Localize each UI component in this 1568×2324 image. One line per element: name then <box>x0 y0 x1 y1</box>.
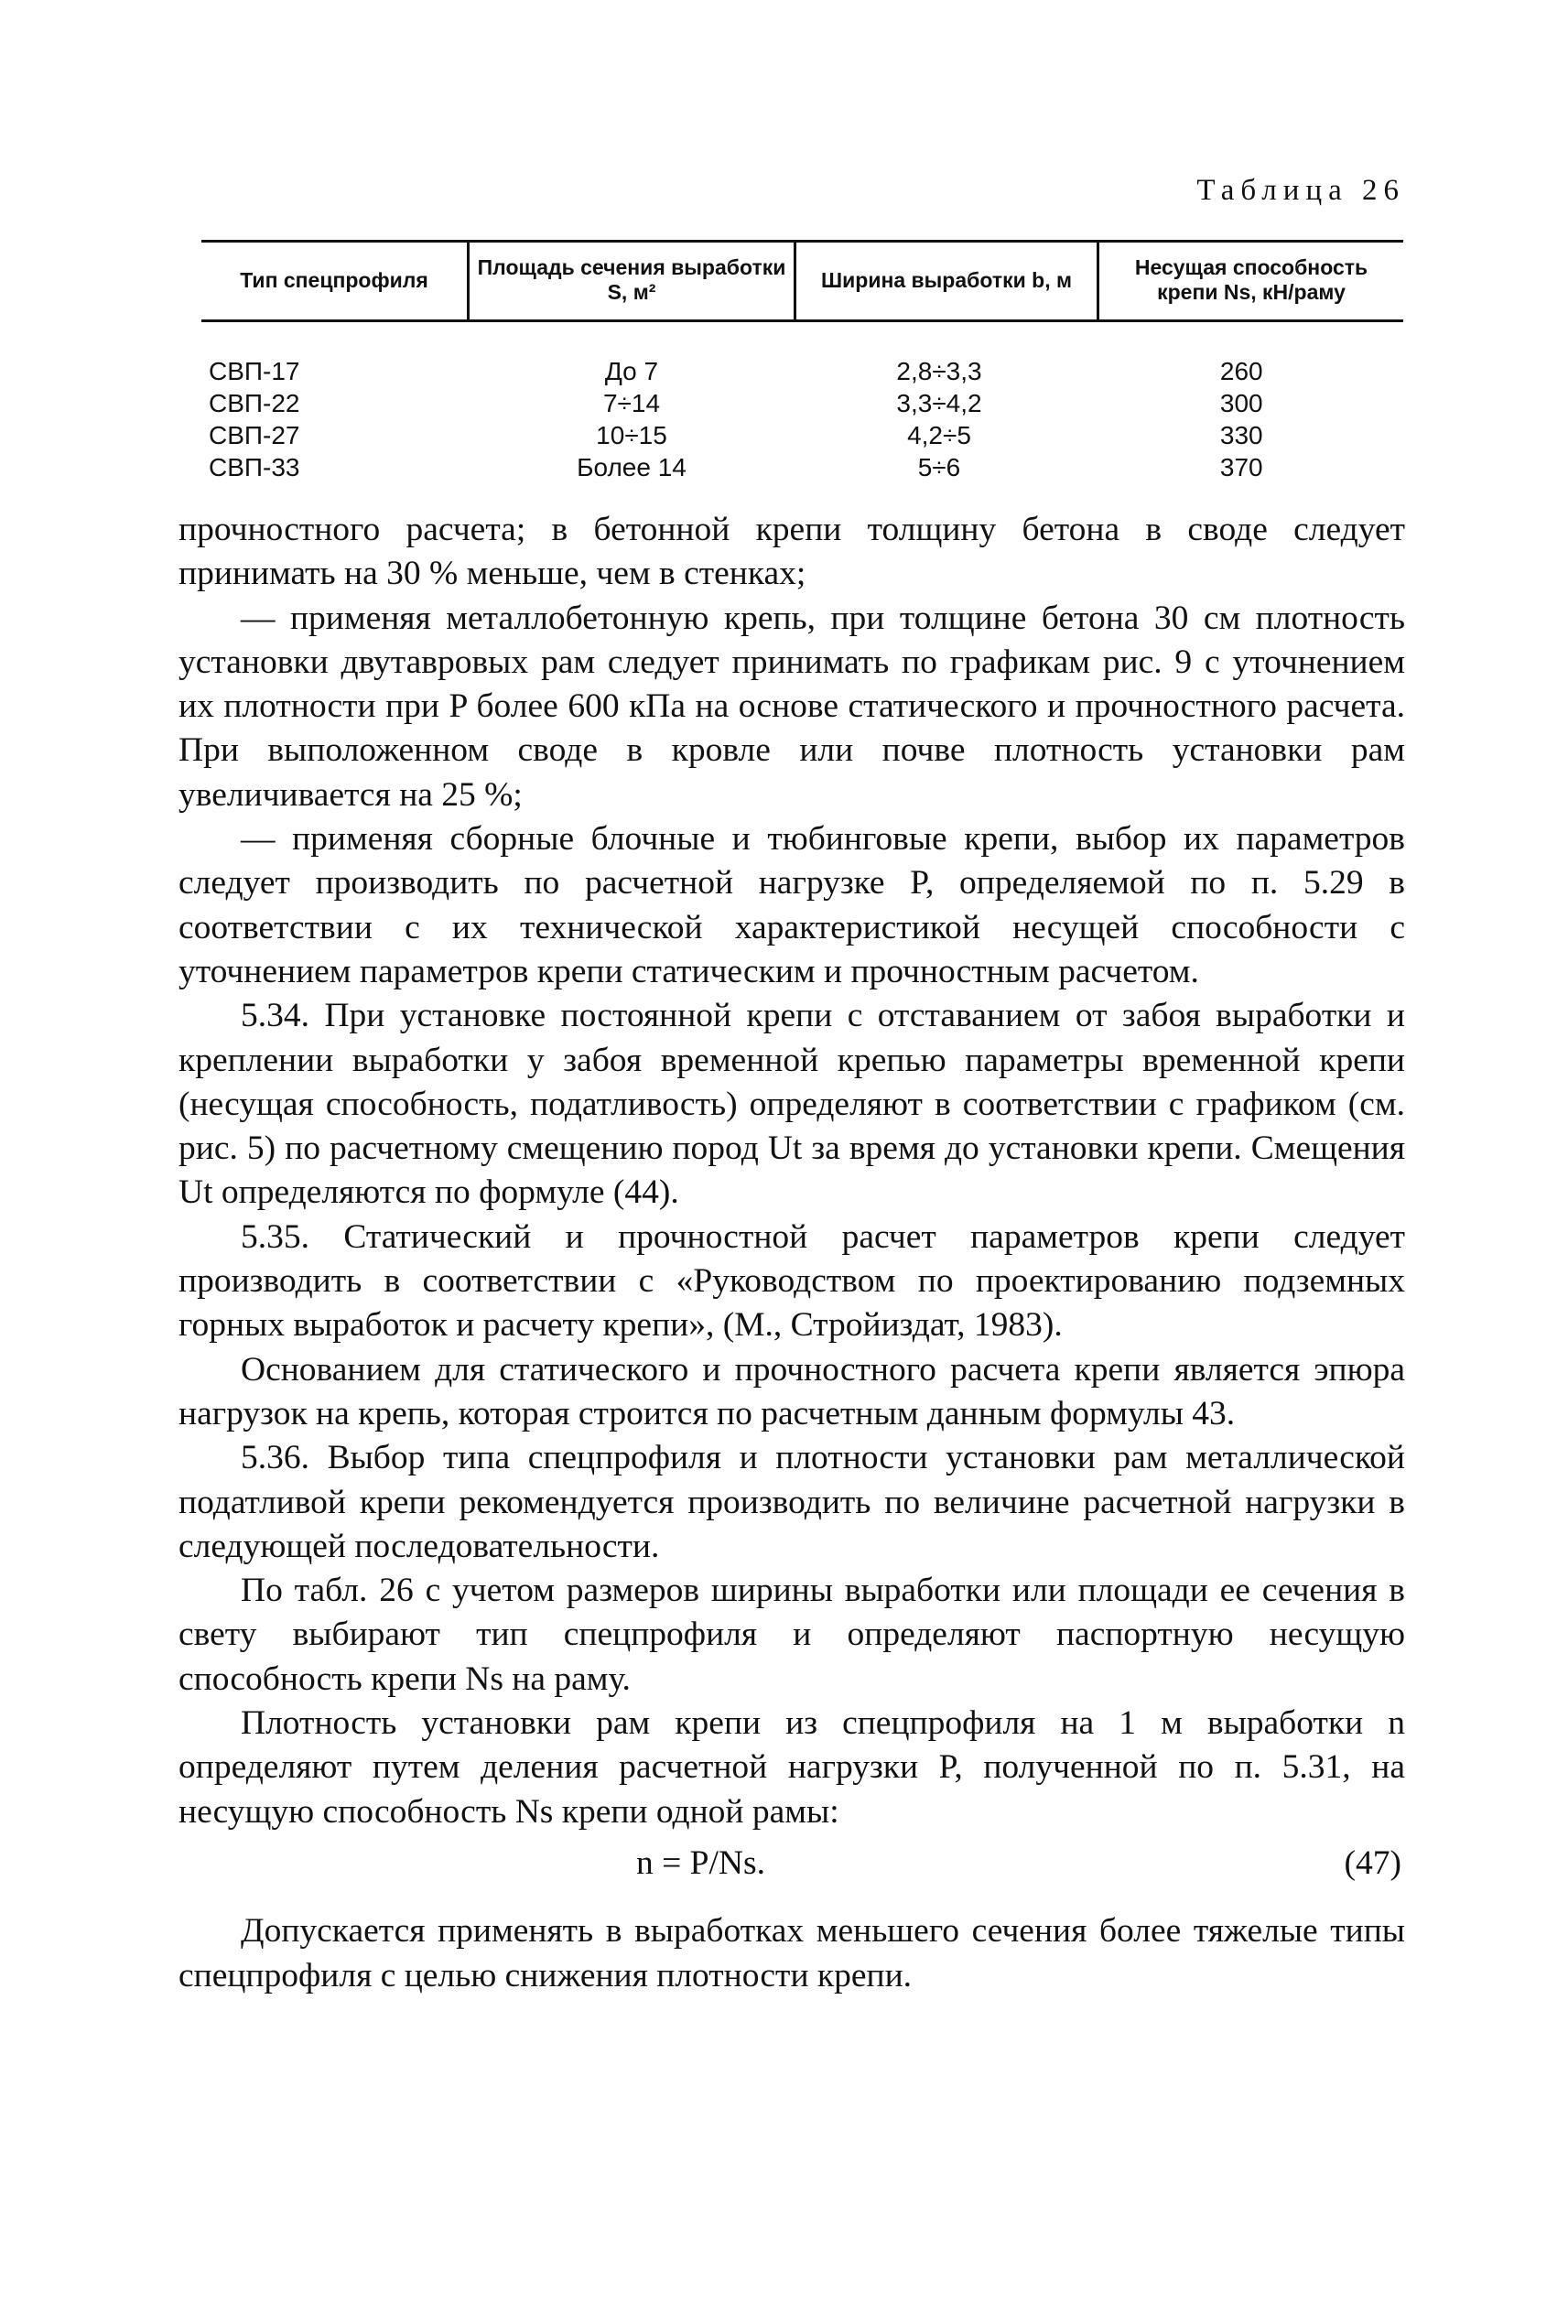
header-section-area: Площадь сечения выработки S, м² <box>469 242 795 321</box>
header-width: Ширина выработки b, м <box>795 242 1098 321</box>
cell-profile: СВП-17 <box>209 357 300 385</box>
paragraph-block-lining: — применяя сборные блочные и тюбинговые крепи, выбор их параметров следует производить по расчетной нагрузке P, определяемой по п. 5.29 в соответствии с их технической характеристикой несущей способности с уточнением параметров крепи статическим и прочностным расчетом. <box>178 820 1405 990</box>
header-capacity: Несущая способность крепи Ns, кН/раму <box>1098 242 1404 321</box>
cell-width: 4,2÷5 <box>907 421 971 449</box>
cell-profile: СВП-22 <box>209 389 300 417</box>
formula-number: (47) <box>1344 1843 1401 1882</box>
cell-area: До 7 <box>604 357 659 385</box>
paragraph-continuation: прочностного расчета; в бетонной крепи толщину бетона в своде следует принимать на 30 % меньше, чем в стенках; <box>178 511 1405 593</box>
body-text <box>178 508 1405 1998</box>
formula-47 <box>178 1842 1405 1886</box>
paragraph-density: Плотность установки рам крепи из спецпрофиля на 1 м выработки n определяют путем деления расчетной нагрузки P, полученной по п. 5.31, на несущую способность Ns крепи одной рамы: <box>178 1704 1405 1831</box>
table-caption: Таблица 26 <box>1196 174 1405 207</box>
profile-table <box>201 240 1403 483</box>
paragraph-final: Допускается применять в выработках меньшего сечения более тяжелые типы спецпрофиля с целью снижения плотности крепи. <box>178 1912 1405 1994</box>
cell-profile: СВП-27 <box>209 421 300 449</box>
table-row <box>201 451 1403 483</box>
cell-capacity: 330 <box>1219 421 1263 449</box>
table-row <box>201 321 1403 388</box>
formula-expression: n = P/Ns. <box>636 1843 765 1882</box>
paragraph-5-36: 5.36. Выбор типа спецпрофиля и плотности установки рам металлической податливой крепи рекомендуется производить по величине расчетной нагрузки в следующей последовательности. <box>178 1439 1405 1565</box>
cell-area: 7÷14 <box>602 389 661 417</box>
header-profile-type: Тип спецпрофиля <box>240 267 428 292</box>
paragraph-basis: Основанием для статического и прочностного расчета крепи является эпюра нагрузок на крепь, которая строится по расчетным данным формулы 43. <box>178 1350 1405 1432</box>
paragraph-table-26: По табл. 26 с учетом размеров ширины выработки или площади ее сечения в свету выбирают тип спецпрофиля и определяют паспортную несущую способность крепи Ns на раму. <box>178 1572 1405 1698</box>
cell-capacity: 300 <box>1219 389 1263 417</box>
cell-width: 3,3÷4,2 <box>896 389 982 417</box>
cell-width: 2,8÷3,3 <box>896 357 982 385</box>
table-header-row <box>201 242 1403 321</box>
cell-profile: СВП-33 <box>209 453 300 481</box>
table-row <box>201 419 1403 451</box>
cell-width: 5÷6 <box>917 453 961 481</box>
paragraph-5-35: 5.35. Статический и прочностной расчет параметров крепи следует производить в соответствии с «Руководством по проектированию подземных горных выработок и расчету крепи», (М., Стройиздат, 1983). <box>178 1217 1405 1345</box>
paragraph-5-34: 5.34. При установке постоянной крепи с отставанием от забоя выработки и креплении выработки у забоя временной крепью параметры временной крепи (несущая способность, податливость) определяют в соответствии с графиком (см. рис. 5) по расчетному смещению пород Ut за время до установки крепи. Смещения Ut определяются по формуле (44). <box>178 997 1405 1212</box>
cell-capacity: 260 <box>1219 357 1263 385</box>
cell-capacity: 370 <box>1219 453 1263 481</box>
cell-area: Более 14 <box>577 453 687 481</box>
table-row <box>201 387 1403 419</box>
cell-area: 10÷15 <box>596 421 667 449</box>
paragraph-metal-concrete: — применяя металлобетонную крепь, при толщине бетона 30 см плотность установки двутавровых рам следует принимать по графикам рис. 9 с уточнением их плотности при P более 600 кПа на основе статического и прочностного расчета. При выположенном своде в кровле или почве плотность установки рам увеличивается на 25 %; <box>178 599 1405 814</box>
